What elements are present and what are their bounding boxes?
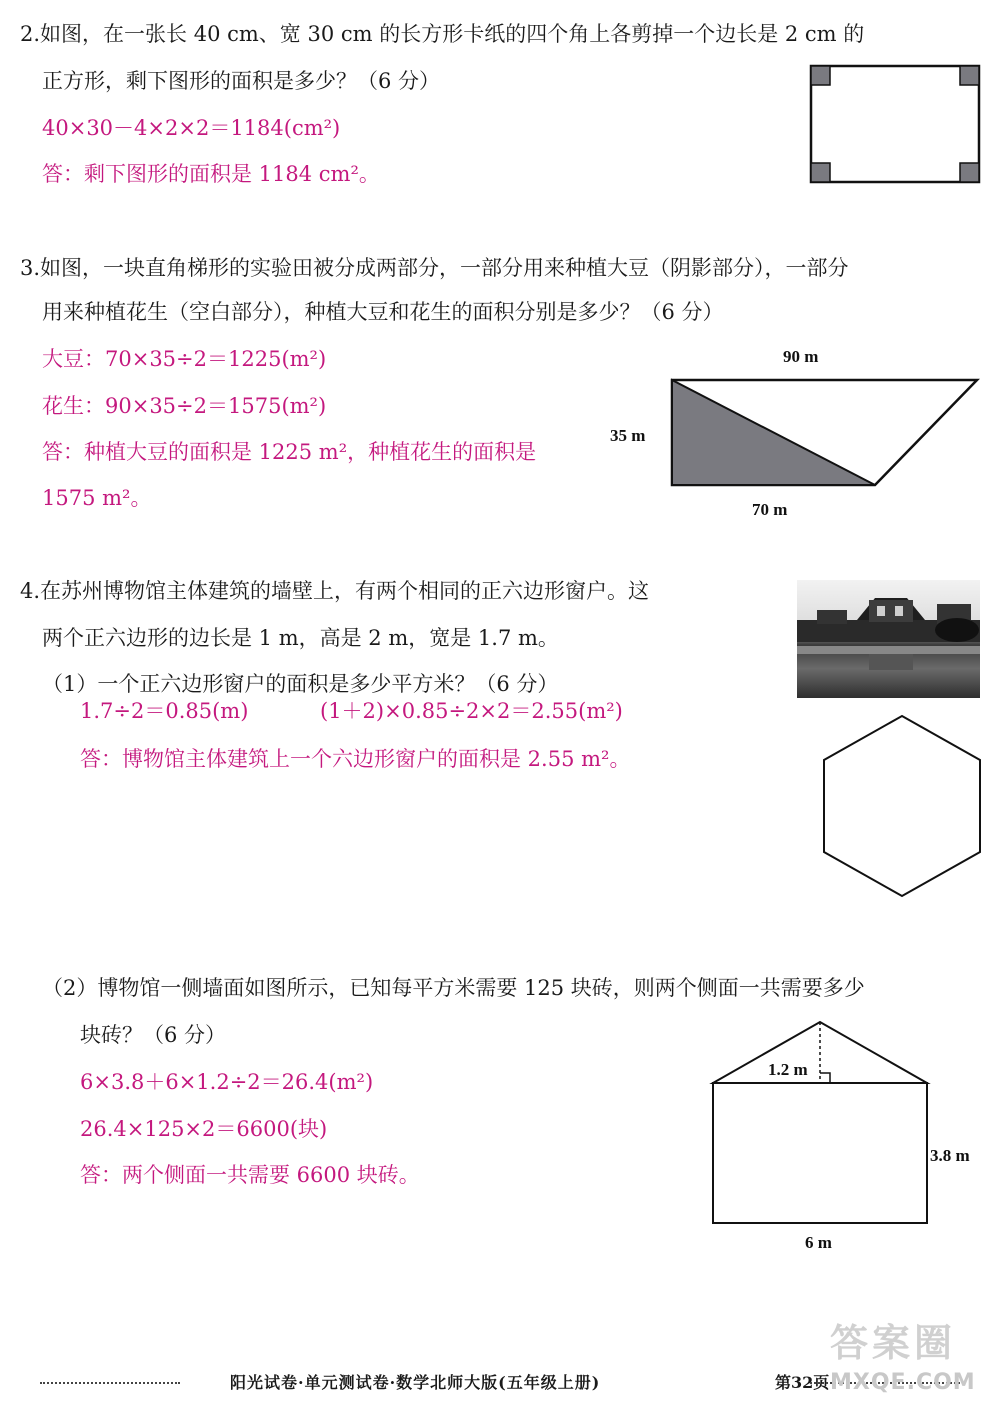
q3-text-line1: 3.如图，一块直角梯形的实验田被分成两部分，一部分用来种植大豆（阴影部分），一部分 [20,256,849,280]
q3-label-left: 35 m [610,426,646,445]
q4-text-line1: 4.在苏州博物馆主体建筑的墙壁上，有两个相同的正六边形窗户。这 [20,579,650,603]
watermark [800,1312,990,1407]
q4-2-calc1: 6×3.8＋6×1.2÷2＝26.4(m²) [80,1070,374,1094]
q3-trapezoid-figure [665,375,985,490]
q3-label-bottom: 70 m [752,500,788,519]
q4-1-question: （1）一个正六边形窗户的面积是多少平方米？（6 分） [42,672,559,696]
corner-square-br [960,163,979,182]
q3-answer-line1: 答：种植大豆的面积是 1225 m²，种植花生的面积是 [42,440,537,464]
museum-silhouette [797,580,980,698]
watermark-url: MXQE.COM [830,1370,976,1395]
q3-calc-soybean: 大豆：70×35÷2＝1225(m²) [42,347,327,371]
q4-1-calc-b: (1＋2)×0.85÷2×2＝2.55(m²) [320,699,623,723]
q3-calc-peanut: 花生：90×35÷2＝1575(m²) [42,394,327,418]
corner-square-tl [811,66,830,85]
hexagon-figure [818,712,986,902]
footer-dotted-line-left [40,1382,180,1384]
corner-square-tr [960,66,979,85]
q2-answer: 答：剩下图形的面积是 1184 cm²。 [42,162,380,186]
q2-calculation: 40×30－4×2×2＝1184(cm²) [42,116,341,140]
wall-label-side: 3.8 m [930,1146,970,1165]
wall-label-height-top: 1.2 m [768,1060,808,1079]
q4-2-text-line1: （2）博物馆一侧墙面如图所示，已知每平方米需要 125 块砖，则两个侧面一共需要多少 [42,976,865,1000]
q4-text-line2: 两个正六边形的边长是 1 m，高是 2 m，宽是 1.7 m。 [42,626,559,650]
museum-photo [797,580,980,698]
q4-1-calc-a: 1.7÷2＝0.85(m) [80,699,249,723]
q3-text-line2: 用来种植花生（空白部分），种植大豆和花生的面积分别是多少？（6 分） [42,300,724,324]
q4-1-answer: 答：博物馆主体建筑上一个六边形窗户的面积是 2.55 m²。 [80,747,631,771]
watermark-logo: 答案圈 [830,1321,957,1365]
q3-answer-line2: 1575 m²。 [42,486,152,510]
q4-2-calc2: 26.4×125×2＝6600(块) [80,1117,328,1141]
q2-text-line1: 2.如图，在一张长 40 cm、宽 30 cm 的长方形卡纸的四个角上各剪掉一个边长是 2 cm 的 [20,22,865,46]
q2-text-line2: 正方形，剩下图形的面积是多少？（6 分） [42,69,441,93]
corner-square-bl [811,163,830,182]
footer-book-title: 阳光试卷·单元测试卷·数学北师大版(五年级上册) [230,1373,601,1392]
q3-label-top: 90 m [783,347,819,366]
q4-2-text-line2: 块砖？（6 分） [80,1023,227,1047]
q4-2-answer: 答：两个侧面一共需要 6600 块砖。 [80,1163,420,1187]
wall-label-bottom: 6 m [805,1233,832,1252]
wall-figure [705,1015,935,1230]
q2-rectangle-figure [805,62,985,186]
footer-page-number: 第32页 [775,1373,830,1392]
